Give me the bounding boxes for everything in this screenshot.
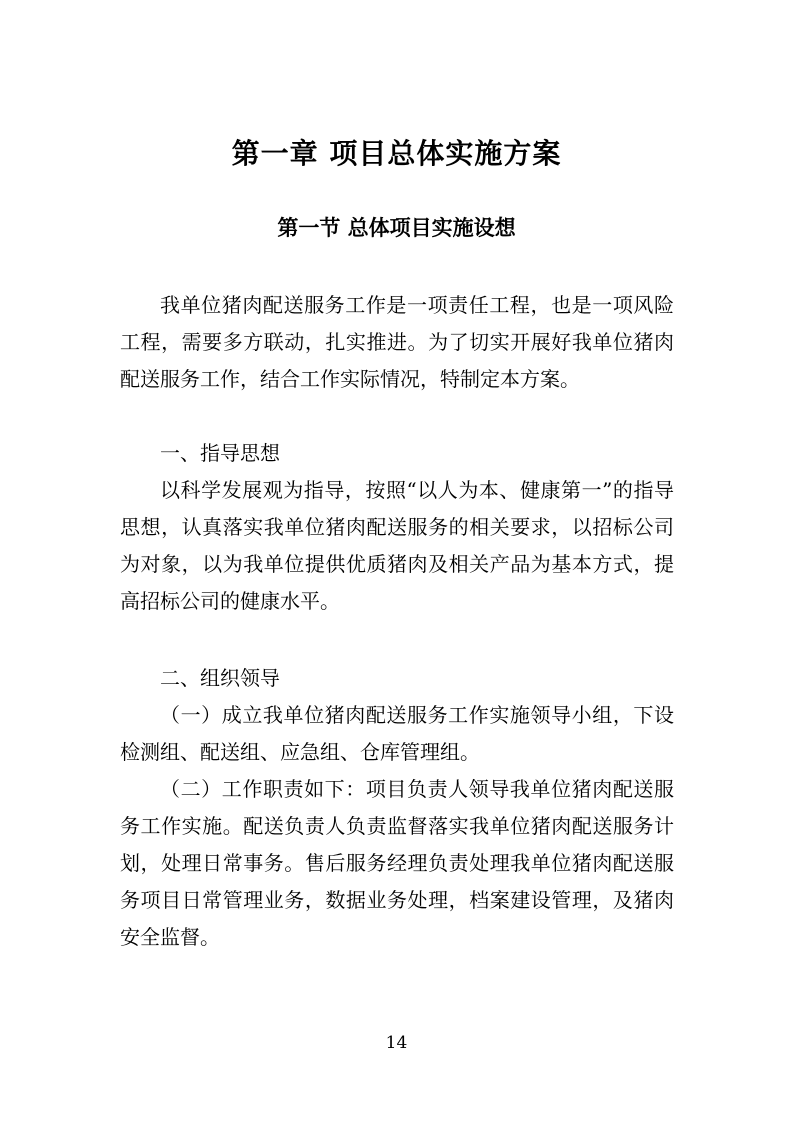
section-title: 第一节 总体项目实施设想 [277, 216, 516, 240]
page-number: 14 [385, 1033, 408, 1053]
section-heading: 二、组织领导 [160, 666, 280, 690]
section-organization-leadership [120, 660, 674, 956]
section-paragraph: （一）成立我单位猪肉配送服务工作实施领导小组，下设检测组、配送组、应急组、仓库管理组。 [120, 703, 674, 764]
intro-paragraph: 我单位猪肉配送服务工作是一项责任工程，也是一项风险工程，需要多方联动，扎实推进。为了切实开展好我单位猪肉配送服务工作，结合工作实际情况，特制定本方案。 [120, 293, 674, 391]
section-guiding-ideology [120, 435, 674, 620]
chapter-title: 第一章 项目总体实施方案 [231, 137, 562, 170]
section-heading: 一、指导思想 [160, 441, 280, 465]
section-paragraph: （二）工作职责如下：项目负责人领导我单位猪肉配送服务工作实施。配送负责人负责监督落实我单位猪肉配送服务计划，处理日常事务。售后服务经理负责处理我单位猪肉配送服务项目日常管理业务，数据业务处理，档案建设管理，及猪肉安全监督。 [120, 777, 674, 949]
intro-block [120, 287, 674, 398]
section-paragraph: 以科学发展观为指导，按照“以人为本、健康第一”的指导思想，认真落实我单位猪肉配送服务的相关要求，以招标公司为对象，以为我单位提供优质猪肉及相关产品为基本方式，提高招标公司的健康水平。 [120, 478, 674, 613]
